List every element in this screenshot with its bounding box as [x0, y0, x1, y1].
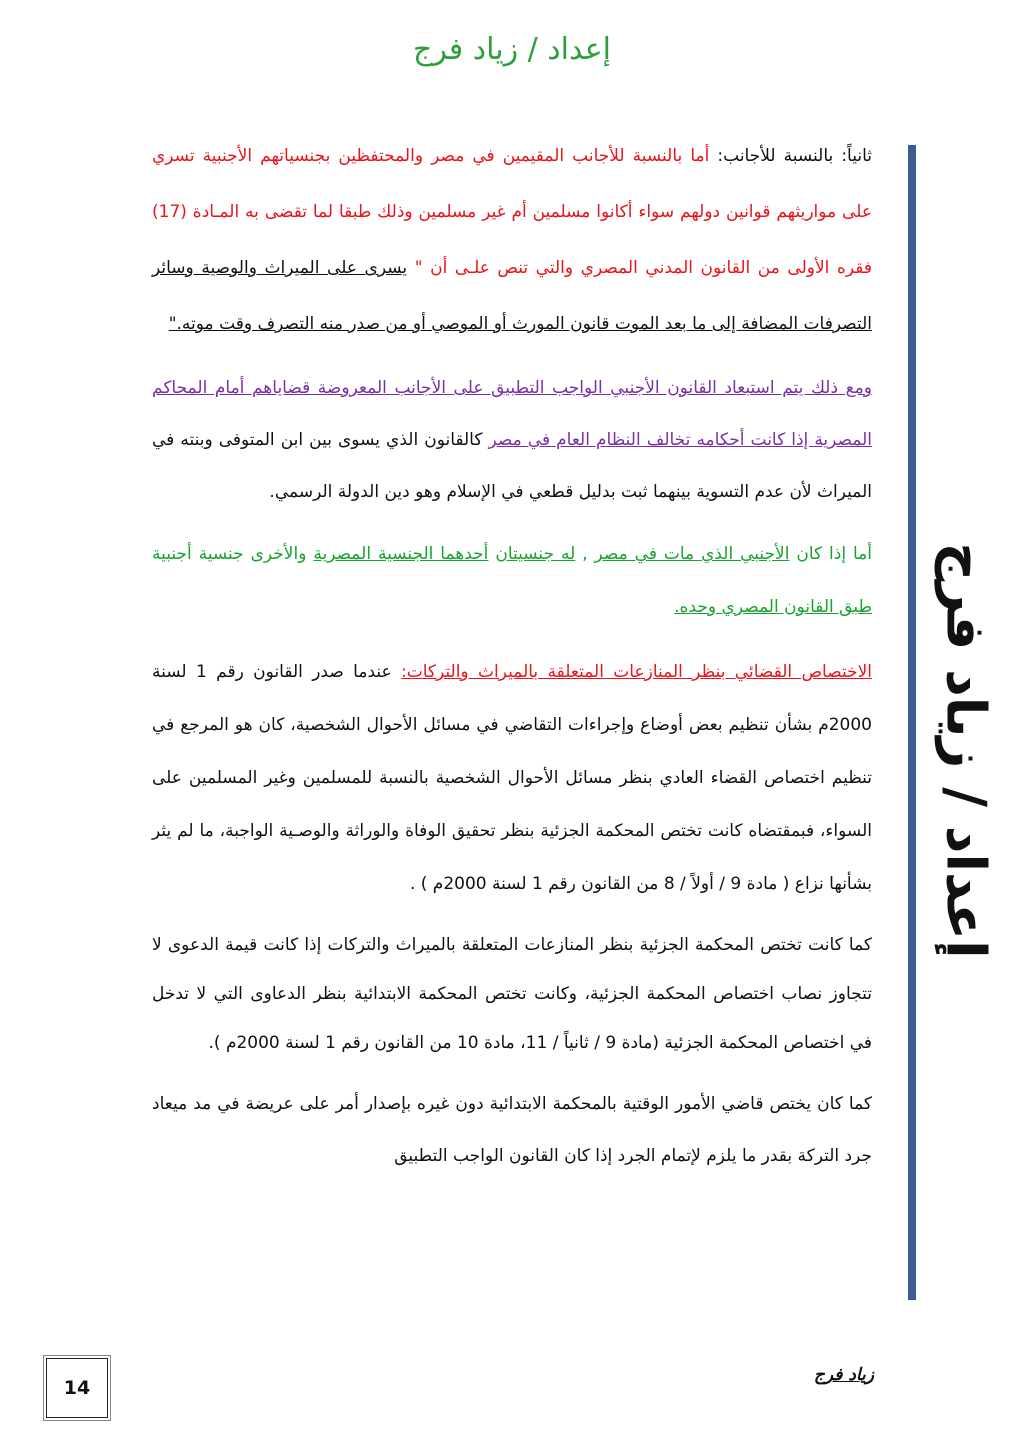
paragraph-dual-nationality [152, 528, 872, 634]
court-competence-text: كما كانت تختص المحكمة الجزئية بنظر المنازعات المتعلقة بالميراث والتركات إذا كانت قيمة الدعوى لا تتجاوز نصاب اختصاص المحكمة الجزئية، وكانت تختص المحكمة الابتدائية بنظر الدعاوى التي لا تدخل في اختصاص المحكمة الجزئية (مادة 9 / ثانياً / 11، مادة 10 من القانون رقم 1 لسنة 2000م ). [152, 935, 872, 1053]
paragraph-summary-judge [152, 1078, 872, 1182]
inheritance-equality-example: كالقانون الذي يسوى بين ابن المتوفى وبنته في الميراث لأن عدم التسوية بينهما ثبت بدليل قطعي في الإسلام وهو دين الدولة الرسمي. [152, 430, 872, 502]
page-number-box [46, 1358, 108, 1418]
dual-nationality-part-d: له جنسيتان [495, 544, 576, 564]
public-order-exception-text: ومع ذلك يتم استبعاد القانون الأجنبي الواجب التطبيق على الأجانب المعروضة قضاياهم أمام المحاكم المصرية إذا كانت أحكامه تخالف النظام العام في مصر [152, 378, 873, 450]
page-number: 14 [63, 1377, 91, 1399]
dual-nationality-part-a: أما إذا كان [789, 544, 872, 564]
jurisdiction-text: عندما صدر القانون رقم 1 لسنة 2000م بشأن تنظيم بعض أوضاع وإجراءات التقاضي في مسائل الأحوال الشخصية، كان هو المرجع في تنظيم اختصاص القضاء العادي بنظر مسائل الأحوال الشخصية بالنسبة للمسلمين وغير المسلمين على السواء، فبمقتضاه كانت تختص المحكمة الجزئية بنظر تحقيق الوفاة والوراثة والوصـية الواجبة، ما لم يثر بشأنها نزاع ( مادة 9 / أولاً / 8 من القانون رقم 1 لسنة 2000م ) . [152, 662, 872, 894]
summary-judge-text: كما كان يختص قاضي الأمور الوقتية بالمحكمة الابتدائية دون غيره بإصدار أمر على عريضة في مد ميعاد جرد التركة بقدر ما يلزم لإتمام الجرد إذا كان القانون الواجب التطبيق [152, 1094, 872, 1166]
paragraph-foreigners [152, 128, 872, 352]
jurisdiction-heading: الاختصاص القضائي بنظر المنازعات المتعلقة بالميراث والتركات: [401, 662, 873, 682]
paragraph-foreigners-text: أما بالنسبة للأجانب المقيمين في مصر والمحتفظين بجنسياتهم الأجنبية تسري على مواريثهم قوانين دولهم سواء أكانوا مسلمين أم غير مسلمين وذلك طبقا لما تقضى به المـادة (17) فقره الأولى من القانون المدني المصري والتي تنص علـى أن " [152, 146, 873, 278]
page-header-title: إعداد / زياد فرج [413, 32, 611, 67]
section-lead-foreigners: ثانياً: بالنسبة للأجانب: [717, 146, 872, 166]
paragraph-public-order [152, 362, 872, 518]
footer-author-name: زياد فرج [813, 1365, 874, 1385]
paragraph-court-competence [152, 921, 872, 1068]
document-body [152, 128, 872, 1182]
dual-nationality-part-f: أحدهما الجنسية المصرية [313, 544, 489, 564]
side-vertical-title [926, 541, 1006, 959]
dual-nationality-part-h: طبق القانون المصري وحده. [674, 597, 872, 617]
vertical-divider-bar [908, 145, 916, 1300]
side-vertical-title-text: إعداد / زياد فرج [934, 541, 998, 959]
dual-nationality-part-c: , [575, 544, 595, 564]
dual-nationality-part-b: الأجنبي الذي مات في مصر [594, 544, 790, 564]
dual-nationality-part-g: والأخرى جنسية أجنبية [152, 544, 314, 564]
legal-quote-article-17: يسرى على الميراث والوصية وسائر التصرفات المضافة إلى ما بعد الموت قانون المورث أو الموصي أو من صدر منه التصرف وقت موته." [152, 258, 872, 334]
paragraph-jurisdiction [152, 646, 872, 911]
